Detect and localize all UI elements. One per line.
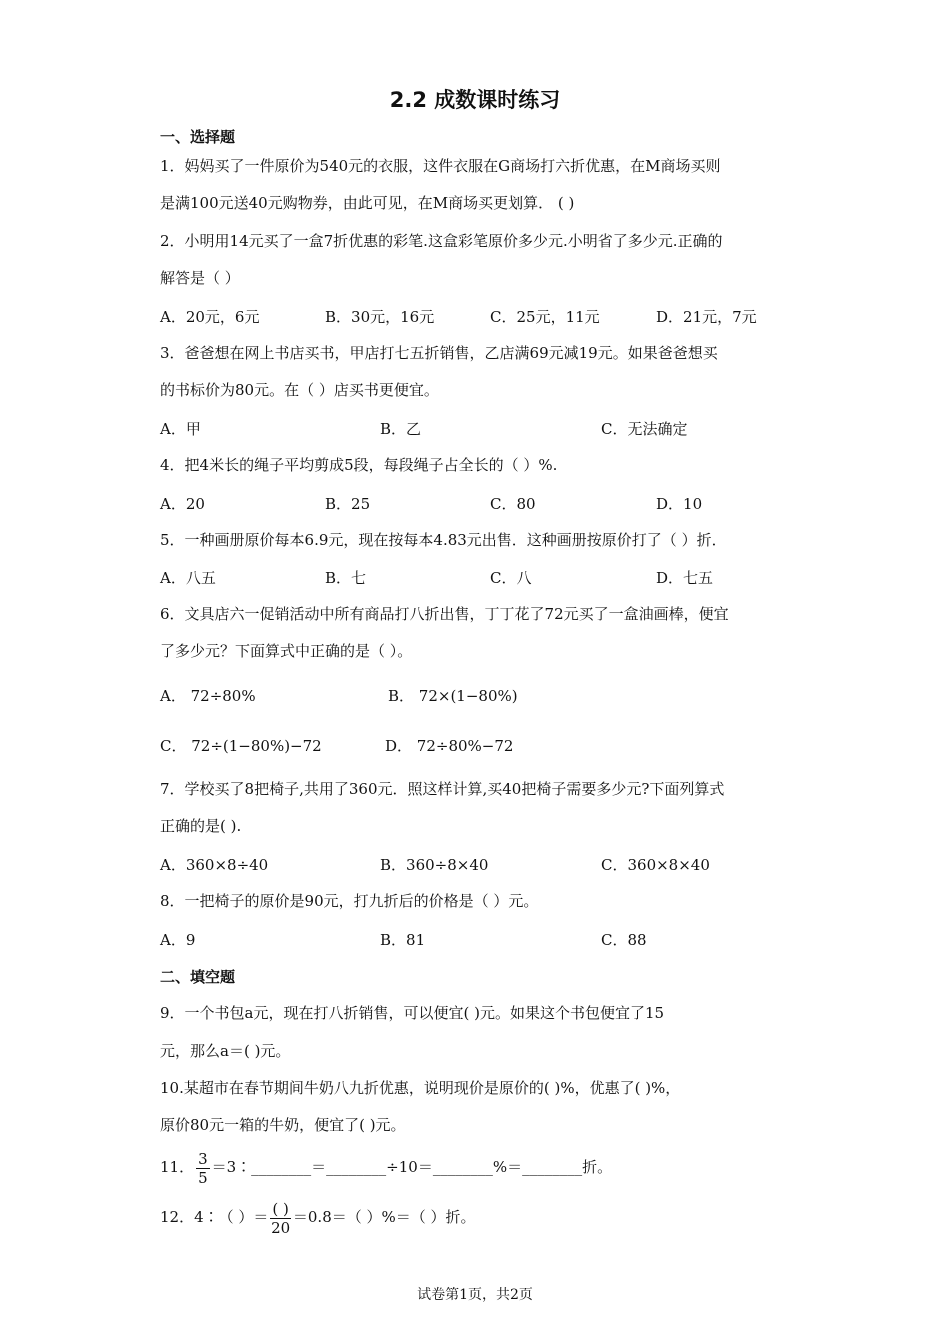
question-8-line-1: 8．一把椅子的原价是90元，打九折后的价格是（ ）元。 [160,892,539,910]
question-6-line-2: 了多少元？下面算式中正确的是（ ）。 [160,642,413,660]
question-11-equation: ＝3∶________＝________÷10＝________%＝________折。 [211,1158,613,1176]
section-heading-choice: 一、选择题 [160,128,236,146]
option-c[interactable]: C．360×8×40 [601,856,710,874]
fraction-numerator: ( ) [272,1199,289,1218]
fraction-numerator: 3 [198,1149,208,1168]
question-7-options [160,854,800,876]
option-b[interactable]: B．360÷8×40 [380,856,489,874]
question-10-line-1: 10.某超市在春节期间牛奶八九折优惠，说明现价是原价的( )%，优惠了( )%， [160,1079,681,1097]
fraction-blank-over-twenty [270,1200,290,1237]
option-c[interactable]: C．25元，11元 [490,308,600,326]
question-6-line-1: 6．文具店六一促销活动中所有商品打八折出售，丁丁花了72元买了一盒油画棒，便宜 [160,605,729,623]
question-6-options-row-1 [160,685,800,707]
option-d[interactable]: D． 72÷80%−72 [385,737,514,755]
question-12-line [160,1197,800,1237]
page-title: 2.2 成数课时练习 [389,88,561,112]
option-c[interactable]: C．无法确定 [601,420,688,438]
question-9-line-2: 元，那么a＝( )元。 [160,1042,291,1060]
question-5-line-1: 5．一种画册原价每本6.9元，现在按每本4.83元出售．这种画册按原价打了（ ）折． [160,531,727,549]
option-d[interactable]: D．21元，7元 [656,308,757,326]
option-a[interactable]: A．20 [160,495,205,513]
option-d[interactable]: D．10 [656,495,703,513]
question-4-line-1: 4．把4米长的绳子平均剪成5段，每段绳子占全长的（ ）%. [160,456,558,474]
fraction-three-fifths [196,1150,210,1187]
question-1-line-2: 是满100元送40元购物券，由此可见，在M商场买更划算． ( ) [160,194,575,212]
option-c[interactable]: C． 72÷(1−80%)−72 [160,737,322,755]
option-c[interactable]: C．88 [601,931,647,949]
page-footer: 试卷第1页，共2页 [417,1287,533,1303]
question-5-options [160,567,800,589]
question-11-line [160,1147,800,1187]
option-a[interactable]: A．八五 [160,569,216,587]
question-3-options [160,418,800,440]
question-2-line-1: 2．小明用14元买了一盒7折优惠的彩笔.这盒彩笔原价多少元.小明省了多少元.正确的 [160,232,723,250]
question-3-line-2: 的书标价为80元。在（ ）店买书更便宜。 [160,381,439,399]
option-a[interactable]: A． 72÷80% [160,687,256,705]
fraction-denominator: 5 [198,1168,208,1187]
question-7-line-2: 正确的是( ). [160,817,242,835]
question-2-options [160,306,800,328]
option-c[interactable]: C．80 [490,495,536,513]
question-2-line-2: 解答是（ ） [160,269,240,287]
option-b[interactable]: B．81 [380,931,426,949]
option-b[interactable]: B．乙 [380,420,422,438]
option-b[interactable]: B．30元，16元 [325,308,435,326]
question-11-number: 11． [160,1158,195,1176]
question-4-options [160,493,800,515]
question-8-options [160,929,800,951]
question-12-lead: 12．4∶（ ）＝ [160,1208,269,1226]
option-b[interactable]: B．25 [325,495,371,513]
question-3-line-1: 3．爸爸想在网上书店买书，甲店打七五折销售，乙店满69元减19元。如果爸爸想买 [160,344,718,362]
question-1-line-1: 1．妈妈买了一件原价为540元的衣服，这件衣服在G商场打六折优惠，在M商场买则 [160,157,721,175]
option-d[interactable]: D．七五 [656,569,714,587]
option-b[interactable]: B． 72×(1−80%) [388,687,518,705]
option-a[interactable]: A．360×8÷40 [160,856,269,874]
fraction-denominator: 20 [271,1218,291,1237]
option-a[interactable]: A．甲 [160,420,201,438]
question-9-line-1: 9．一个书包a元，现在打八折销售，可以便宜( )元。如果这个书包便宜了15 [160,1004,665,1022]
option-a[interactable]: A．20元，6元 [160,308,260,326]
question-6-options-row-2 [160,735,800,757]
option-a[interactable]: A．9 [160,931,196,949]
option-b[interactable]: B．七 [325,569,367,587]
option-c[interactable]: C．八 [490,569,532,587]
question-12-equation: ＝0.8＝（ ）%＝（ ）折。 [292,1208,476,1226]
question-10-line-2: 原价80元一箱的牛奶，便宜了( )元。 [160,1116,406,1134]
question-7-line-1: 7．学校买了8把椅子,共用了360元．照这样计算,买40把椅子需要多少元?下面列算式 [160,780,725,798]
section-heading-fill-blank: 二、填空题 [160,968,236,986]
